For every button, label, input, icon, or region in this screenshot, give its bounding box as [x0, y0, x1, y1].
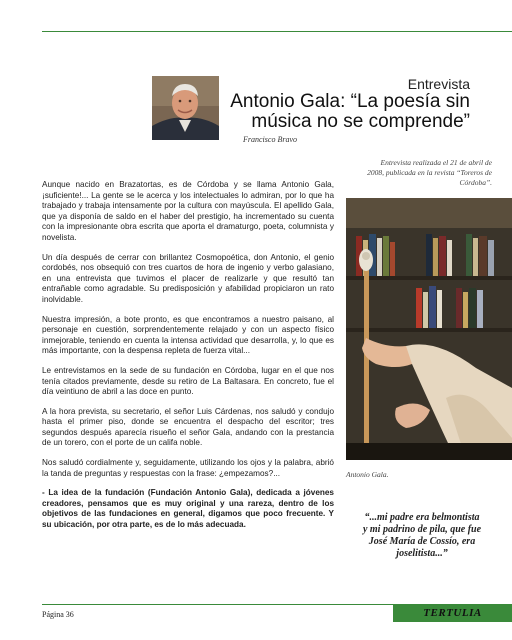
interview-note: Entrevista realizada el 21 de abril de 2008, publicada en la revista “Toreros de Córdoba”. — [367, 158, 492, 187]
article-body — [42, 180, 334, 540]
interview-question: - La idea de la fundación (Fundación Antonio Gala), dedicada a jóvenes creadores, pensamos que es muy original y una rareza, dentro de los objetivos de las fundaciones en general, digamos que poco frecuente. Y su ubicación, por otra parte, es de lo más adecuada. — [42, 488, 334, 530]
article-title: Antonio Gala: “La poesía sin música no se comprende” — [230, 91, 470, 132]
interview-photo — [346, 198, 512, 460]
body-paragraph: Nos saludó cordialmente y, seguidamente, utilizando los ojos y la palabra, abrió la tanda de preguntas y respuestas con la frase: ¿empezamos?... — [42, 458, 334, 478]
section-tab: TERTULIA — [393, 604, 512, 622]
top-rule — [42, 31, 512, 32]
body-paragraph: Aunque nacido en Brazatortas, es de Córdoba y se llama Antonio Gala, ¡suficiente!... La gente se le acerca y los intelectuales lo admiran, por lo que ha trabajado y trabaja intensamente por la cultura con mayúscula. El apellido Gala, que ya disponía de saldo en el haber del prestigio, ha incrementado su cuenta con la impresionante obra escrita que aporta el dramaturgo, poeta, columnista y novelista. — [42, 180, 334, 242]
section-label: Entrevista — [407, 76, 470, 92]
page-number: Página 36 — [42, 610, 74, 619]
author-name: Francisco Bravo — [243, 135, 297, 144]
pull-quote: “...mi padre era belmontista y mi padrino de pila, que fue José María de Cossío, era joselitista...” — [362, 512, 482, 559]
body-paragraph: Le entrevistamos en la sede de su fundación en Córdoba, lugar en el que nos tenía citados previamente, desde su retiro de La Baltasara. En concreto, fue el día veintiuno de abril a las doce en punto. — [42, 365, 334, 397]
body-paragraph: Nuestra impresión, a bote pronto, es que encontramos a nuestro paisano, al personaje en cuestión, sorprendentemente relajado y con un aspecto físico inmejorable, teniendo en cuenta la intensa actividad que desarrolla, y, lo que es más importante, con la despensa repleta de fuerza vital... — [42, 314, 334, 356]
body-paragraph: A la hora prevista, su secretario, el señor Luis Cárdenas, nos saludó y condujo hasta el primer piso, donde se encuentra el despacho del escritor; tres segundos después aparecía risueño el señor Gala, andando con la prestancia de un torero, con el porte de un califa noble. — [42, 406, 334, 448]
photo-caption: Antonio Gala. — [346, 470, 389, 479]
body-paragraph: Un día después de cerrar con brillantez Cosmopoética, don Antonio, el genio cordobés, nos obsequió con tres cuartos de hora de ingenio y verbo galasiano, en una entrevista que tuvimos el placer de realizarle y que resultó tan entrañable como agradable. Su predisposición y afabilidad propiciaron un rato inolvidable. — [42, 252, 334, 304]
